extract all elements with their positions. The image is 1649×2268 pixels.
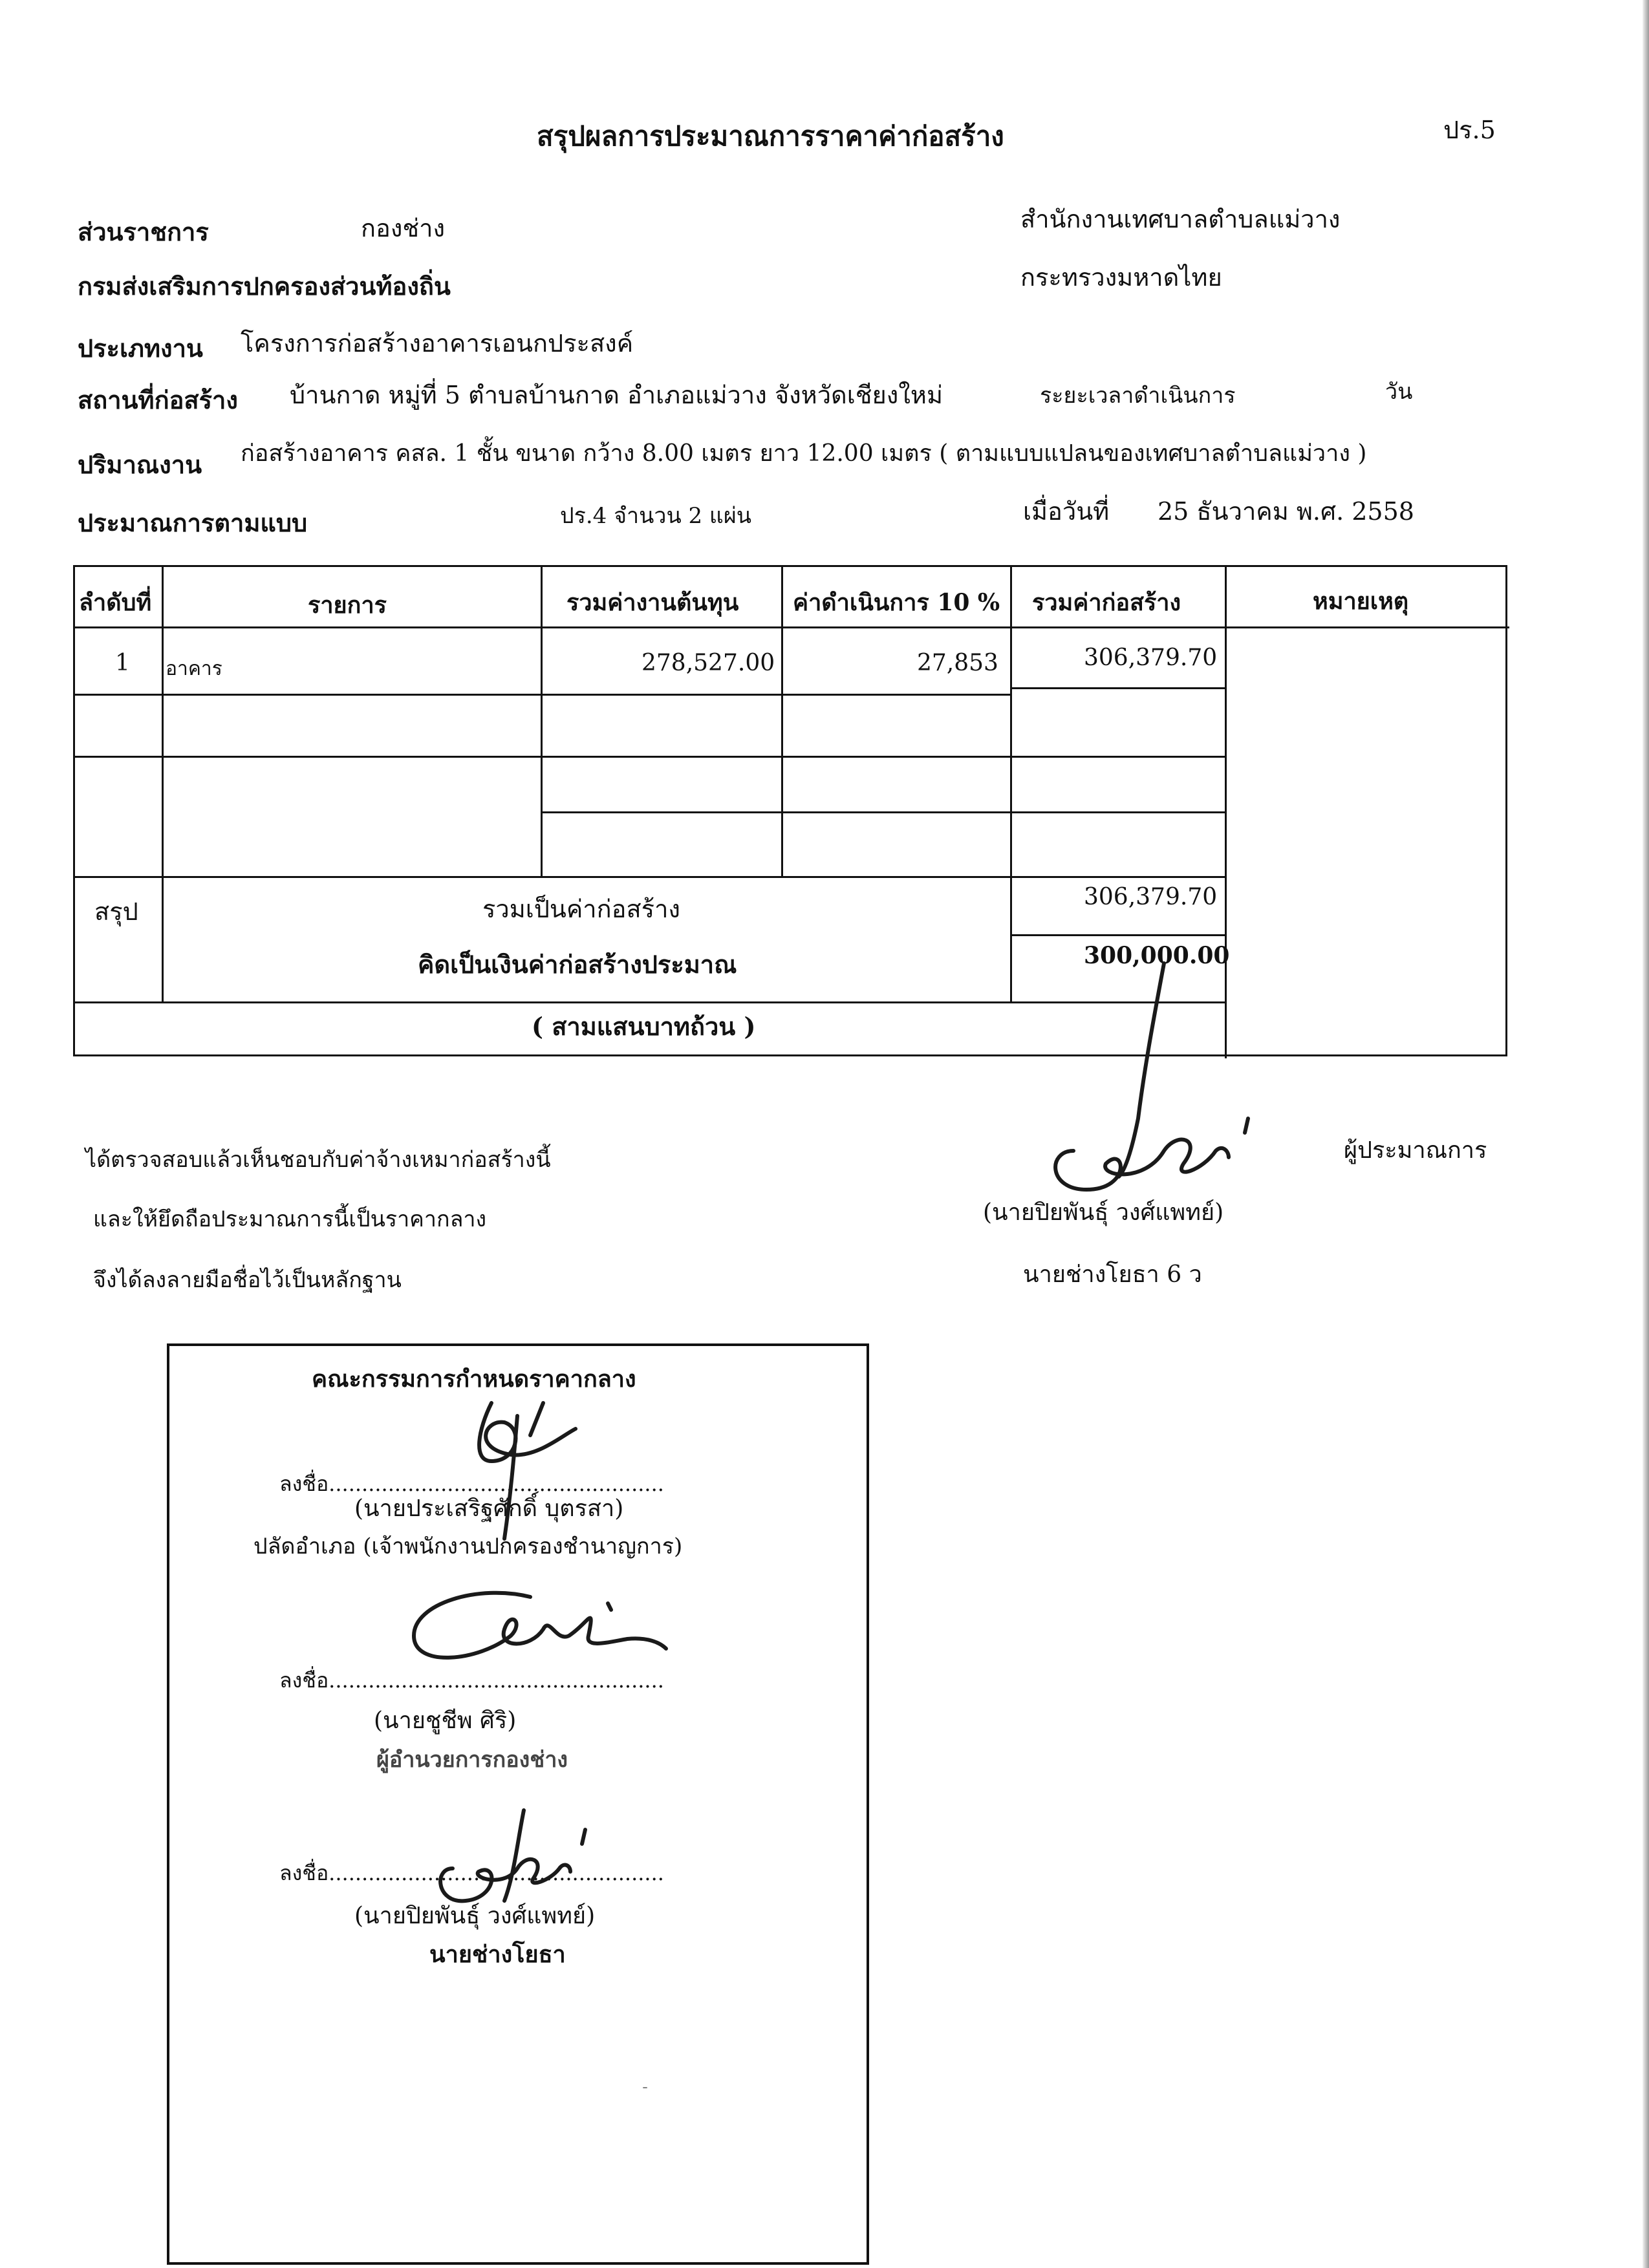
row-no: 1 [115, 650, 130, 676]
cost-summary-table [73, 565, 1507, 1056]
amount-in-words: ( สามแสนบาทถ้วน ) [532, 1012, 756, 1041]
approx-value: 300,000.00 [1084, 942, 1230, 969]
work-type-label: ประเภทงาน [78, 334, 203, 363]
sum-value: 306,379.70 [1084, 884, 1218, 910]
col-header-overhead: ค่าดำเนินการ 10 % [793, 589, 1000, 616]
department-name: กรมส่งเสริมการปกครองส่วนท้องถิ่น [78, 272, 451, 301]
estimator-name: (นายปิยพันธุ์ วงศ์แพทย์) [983, 1199, 1224, 1226]
agency-label: ส่วนราชการ [78, 217, 209, 246]
committee-member-2-position: ผู้อำนวยการกองช่าง [376, 1747, 568, 1773]
signature-icon [1035, 957, 1267, 1215]
col-header-remark: หมายเหตุ [1313, 588, 1409, 615]
committee-member-1-position: ปลัดอำเภอ (เจ้าพนักงานปกครองชำนาญการ) [253, 1534, 683, 1559]
row-overhead: 27,853 [917, 650, 998, 676]
ministry-name: กระทรวงมหาดไทย [1020, 263, 1222, 292]
page-mark: ˉ [641, 2086, 649, 2102]
committee-sign-line-2: ลงชื่อ................................................... [279, 1668, 664, 1693]
row-cost: 278,527.00 [641, 650, 775, 676]
quantity-label: ปริมาณงาน [78, 450, 202, 479]
summary-label: สรุป [94, 897, 138, 926]
committee-member-3-name: (นายปิยพันธุ์ วงศ์แพทย์) [354, 1903, 596, 1929]
office-name: สำนักงานเทศบาลตำบลแม่วาง [1020, 205, 1341, 233]
estimator-role: ผู้ประมาณการ [1344, 1137, 1487, 1164]
document-title: สรุปผลการประมาณการราคาค่าก่อสร้าง [537, 120, 1004, 152]
certify-line-3: จึงได้ลงลายมือชื่อไว้เป็นหลักฐาน [93, 1267, 402, 1293]
signature-icon [446, 1390, 601, 1545]
committee-title: คณะกรรมการกำหนดราคากลาง [312, 1365, 636, 1393]
col-header-item: รายการ [308, 592, 387, 619]
work-type-value: โครงการก่อสร้างอาคารเอนกประสงค์ [241, 329, 634, 358]
col-header-no: ลำดับที่ [79, 589, 152, 616]
scan-edge-shadow [1643, 0, 1649, 2268]
agency-value: กองช่าง [361, 214, 446, 242]
duration-label: ระยะเวลาดำเนินการ [1040, 383, 1236, 409]
certify-line-1: ได้ตรวจสอบแล้วเห็นชอบกับค่าจ้างเหมาก่อสร้างนี้ [85, 1147, 551, 1173]
row-total: 306,379.70 [1084, 645, 1218, 671]
certify-line-2: และให้ยึดถือประมาณการนี้เป็นราคากลาง [93, 1206, 487, 1232]
date-label: เมื่อวันที่ [1023, 497, 1110, 526]
quantity-value: ก่อสร้างอาคาร คสล. 1 ชั้น ขนาด กว้าง 8.00 เมตร ยาว 12.00 เมตร ( ตามแบบแปลนของเทศบาลตำบลแม่วาง ) [241, 440, 1367, 467]
committee-member-1-name: (นายประเสริฐศักดิ์ บุตรสา) [354, 1495, 624, 1522]
committee-member-2-name: (นายชูชีพ ศิริ) [374, 1707, 517, 1734]
signature-icon [401, 1578, 673, 1681]
row-item: อาคาร [166, 658, 222, 680]
signature-icon [427, 1797, 595, 1907]
form-code: ปร.5 [1443, 116, 1496, 144]
location-value: บ้านกาด หมู่ที่ 5 ตำบลบ้านกาด อำเภอแม่วาง จังหวัดเชียงใหม่ [290, 381, 943, 409]
col-header-total: รวมค่าก่อสร้าง [1032, 589, 1181, 616]
duration-unit: วัน [1385, 379, 1413, 405]
estimate-label: ประมาณการตามแบบ [78, 508, 308, 537]
committee-sign-line-3: ลงชื่อ................................................... [279, 1861, 664, 1885]
col-header-cost: รวมค่างานต้นทุน [566, 589, 739, 616]
committee-member-3-position: นายช่างโยธา [429, 1941, 566, 1968]
committee-sign-line-1: ลงชื่อ................................................... [279, 1471, 664, 1496]
approx-label: คิดเป็นเงินค่าก่อสร้างประมาณ [418, 950, 737, 979]
location-label: สถานที่ก่อสร้าง [78, 385, 238, 414]
estimator-position: นายช่างโยธา 6 ว [1023, 1261, 1202, 1288]
sum-label: รวมเป็นค่าก่อสร้าง [482, 895, 680, 923]
date-value: 25 ธันวาคม พ.ศ. 2558 [1158, 497, 1414, 526]
estimate-value: ปร.4 จำนวน 2 แผ่น [560, 503, 752, 529]
